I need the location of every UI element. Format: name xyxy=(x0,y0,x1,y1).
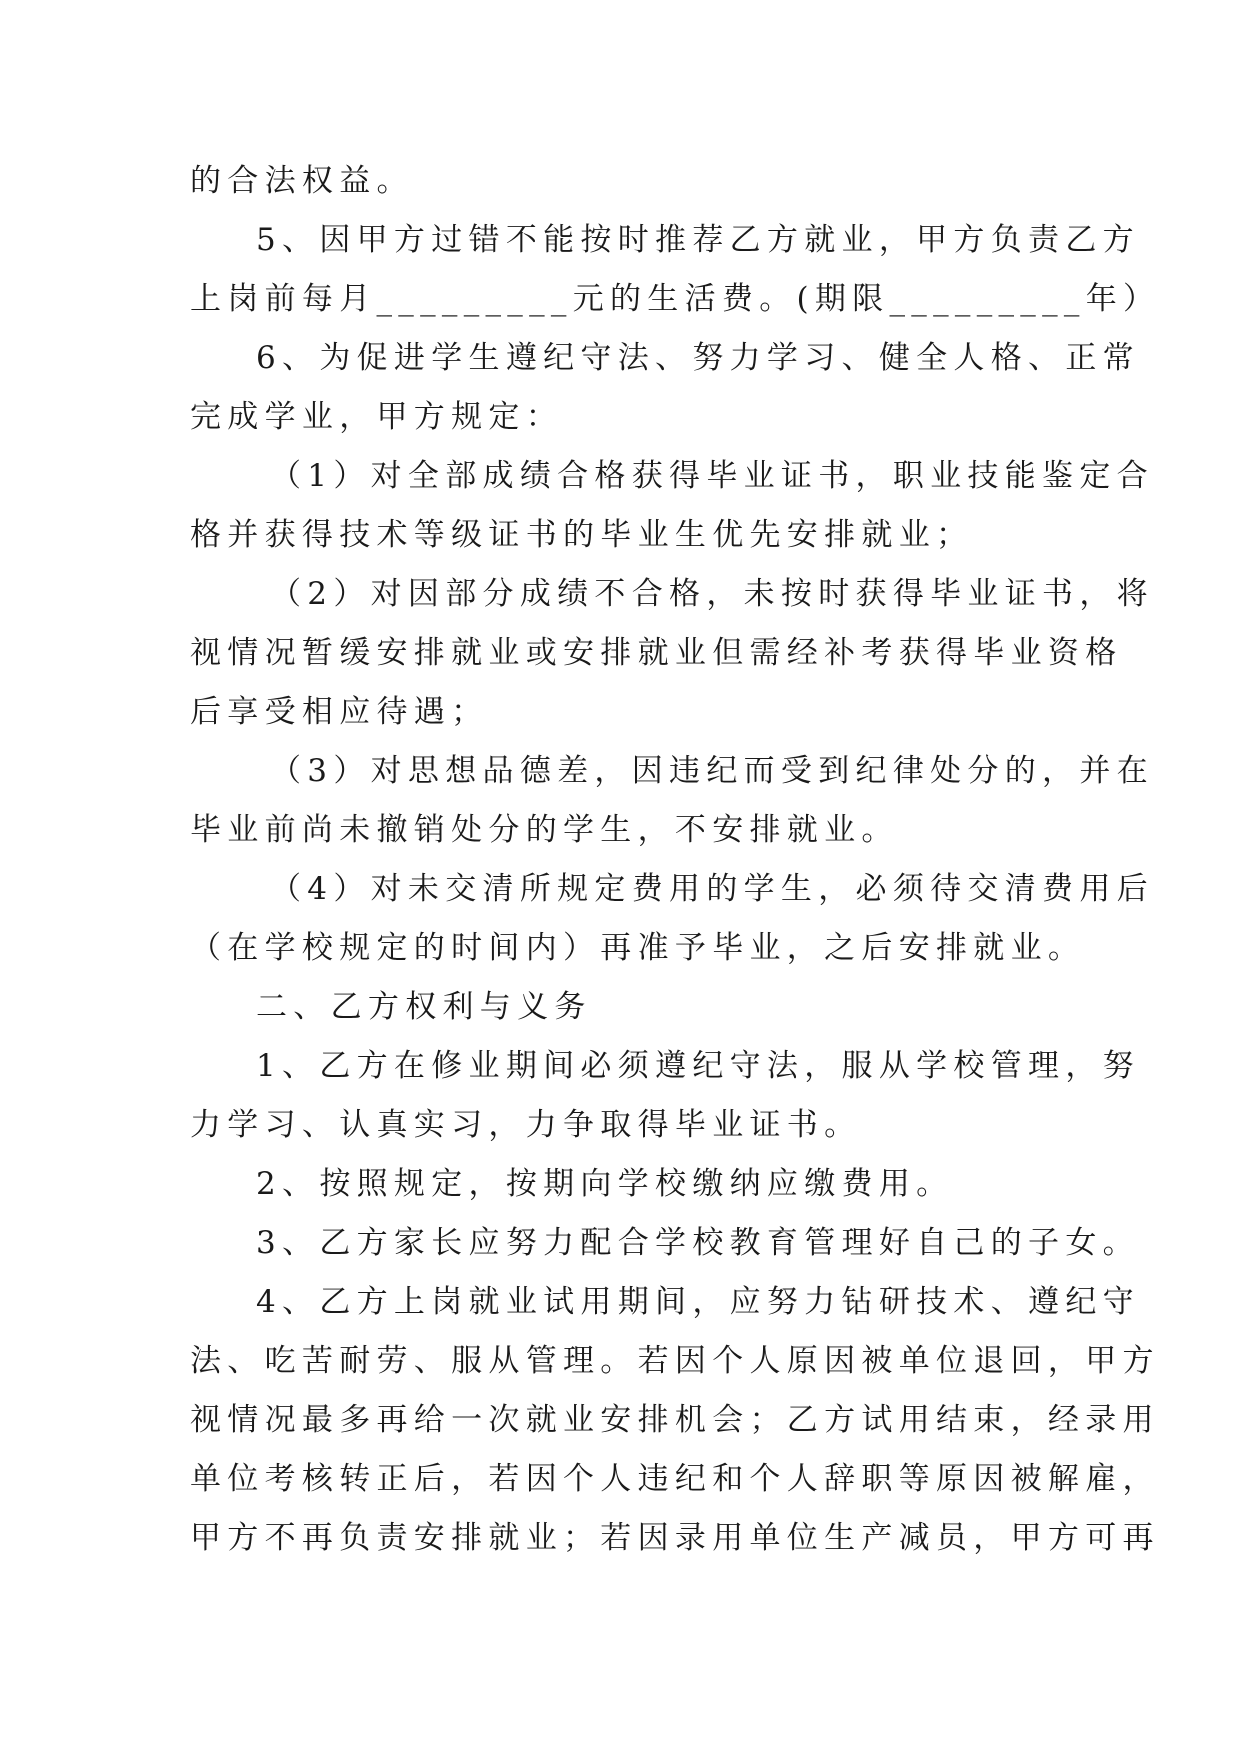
text-line: 甲方不再负责安排就业；若因录用单位生产减员，甲方可再 xyxy=(190,1520,1160,1556)
text-line: 视情况暂缓安排就业或安排就业但需经补考获得毕业资格 xyxy=(190,635,1123,671)
text-line: 格并获得技术等级证书的毕业生优先安排就业； xyxy=(190,517,974,553)
text-line: 单位考核转正后，若因个人违纪和个人辞职等原因被解雇， xyxy=(190,1461,1160,1497)
text-line: （1）对全部成绩合格获得毕业证书，职业技能鉴定合 xyxy=(270,458,1154,494)
text-line: （4）对未交清所规定费用的学生，必须待交清费用后 xyxy=(270,871,1154,907)
text-line: （2）对因部分成绩不合格，未按时获得毕业证书，将 xyxy=(270,576,1154,612)
section-heading: 二、乙方权利与义务 xyxy=(256,989,592,1025)
text-line: 3、乙方家长应努力配合学校教育管理好自己的子女。 xyxy=(256,1225,1140,1261)
text-line: 法、吃苦耐劳、服从管理。若因个人原因被单位退回，甲方 xyxy=(190,1343,1160,1379)
text-line: 6、为促进学生遵纪守法、努力学习、健全人格、正常 xyxy=(256,340,1140,376)
text-line: 完成学业，甲方规定： xyxy=(190,399,563,435)
text-line: 1、乙方在修业期间必须遵纪守法，服从学校管理，努 xyxy=(256,1048,1140,1084)
text-line: 力学习、认真实习，力争取得毕业证书。 xyxy=(190,1107,862,1143)
text-line: 视情况最多再给一次就业安排机会；乙方试用结束，经录用 xyxy=(190,1402,1160,1438)
text-line: 毕业前尚未撤销处分的学生，不安排就业。 xyxy=(190,812,899,848)
text-line: 上岗前每月_________元的生活费。(期限_________年） xyxy=(190,281,1161,317)
text-line: 5、因甲方过错不能按时推荐乙方就业，甲方负责乙方 xyxy=(256,222,1140,258)
text-line: （在学校规定的时间内）再准予毕业，之后安排就业。 xyxy=(190,930,1086,966)
text-line: 4、乙方上岗就业试用期间，应努力钻研技术、遵纪守 xyxy=(256,1284,1140,1320)
text-line: 的合法权益。 xyxy=(190,163,414,199)
document-body xyxy=(190,152,1161,1568)
text-line: （3）对思想品德差，因违纪而受到纪律处分的，并在 xyxy=(270,753,1154,789)
text-line: 2、按照规定，按期向学校缴纳应缴费用。 xyxy=(256,1166,954,1202)
text-line: 后享受相应待遇； xyxy=(190,694,489,730)
